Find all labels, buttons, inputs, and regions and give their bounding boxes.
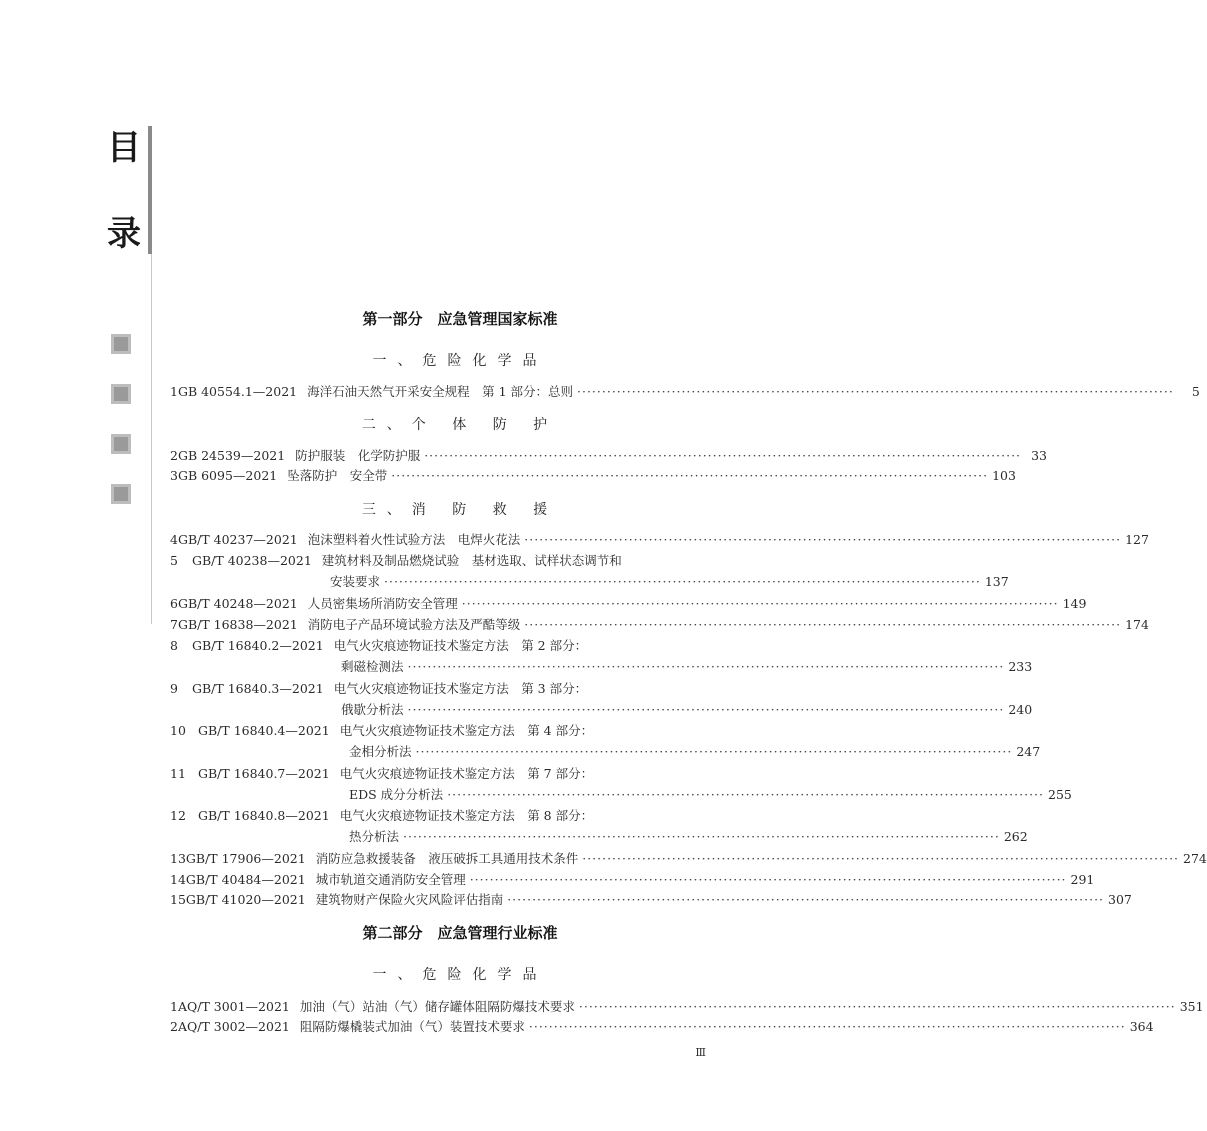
entry-title: 防护服装 化学防护服 [295,448,421,463]
toc-entry[interactable] [170,1017,1154,1037]
entry-page: 247 [1016,744,1041,759]
leader-dots: ························································································································ [403,829,1000,844]
toc-entry[interactable] [170,382,1200,402]
section-heading: 三、消 防 救 援 [361,502,559,518]
toc-entry[interactable] [170,530,1149,550]
standard-code: GB/T 16840.7—2021 [198,766,330,781]
decorative-square [111,484,131,504]
entry-title-continuation: 热分析法 [349,829,400,844]
entry-title: 电气火灾痕迹物证技术鉴定方法 第 2 部分： [333,638,588,653]
standard-code: GB 6095—2021 [177,468,278,483]
toc-entry-continuation[interactable] [349,742,1041,762]
entry-title: 建筑材料及制品燃烧试验 基材选取、试样状态调节和 [321,553,622,568]
standard-code: GB/T 40237—2021 [177,532,298,547]
entry-page: 174 [1125,617,1149,632]
toc-entry-continuation[interactable] [341,657,1033,677]
entry-title: 建筑物财产保险火灾风险评估指南 [315,892,504,907]
leader-dots: ························································································································ [528,1019,1126,1034]
entry-number: 1 [170,999,178,1014]
toc-entry[interactable] [170,997,1204,1017]
entry-number: 13 [170,851,186,866]
entry-title: 坠落防护 安全带 [287,468,388,483]
entry-title: 消防应急救援装备 液压破拆工具通用技术条件 [315,851,579,866]
entry-title: 消防电子产品环境试验方法及严酷等级 [307,617,521,632]
entry-title-continuation: 剩磁检测法 [341,659,404,674]
section-heading: 一、危险化学品 [372,353,548,369]
entry-title-continuation: 金相分析法 [349,744,412,759]
toc-entry-continuation[interactable] [330,572,1009,592]
entry-number: 11 [170,766,186,781]
leader-dots: ························································································································ [447,787,1044,802]
entry-page: 137 [984,574,1009,589]
entry-number: 9 [170,681,178,696]
entry-number: 6 [170,596,178,611]
toc-entry[interactable] [170,636,715,656]
toc-entry[interactable] [170,679,715,699]
entry-page: 351 [1179,999,1204,1014]
entry-number: 15 [170,892,186,907]
leader-dots: ························································································································ [415,744,1013,759]
entry-title: 阻隔防爆橇装式加油（气）装置技术要求 [299,1019,525,1034]
entry-title: 海洋石油天然气开采安全规程 第 1 部分：总则 [307,384,574,399]
leader-dots: ························································································································ [582,851,1180,866]
leader-dots: ························································································································ [391,468,989,483]
standard-code: GB/T 40484—2021 [185,872,306,887]
entry-page: 364 [1129,1019,1154,1034]
entry-number: 8 [170,638,178,653]
entry-page: 262 [1003,829,1028,844]
section-heading: 二、个 体 防 护 [361,417,559,433]
entry-title: 电气火灾痕迹物证技术鉴定方法 第 8 部分： [339,808,594,823]
entry-page: 291 [1070,872,1095,887]
standard-code: GB/T 40238—2021 [192,553,312,568]
standard-code: GB/T 16840.2—2021 [192,638,324,653]
toc-entry[interactable] [170,594,1087,614]
toc-entry[interactable] [170,890,1132,910]
entry-title: 电气火灾痕迹物证技术鉴定方法 第 7 部分： [339,766,594,781]
leader-dots: ························································································································ [524,532,1122,547]
part-heading-1: 第一部分 应急管理国家标准 [362,310,558,328]
leader-dots: ························································································································ [578,999,1176,1014]
entry-page: 307 [1108,892,1132,907]
toc-entry[interactable] [170,721,715,741]
standard-code: GB/T 41020—2021 [185,892,306,907]
entry-title: 泡沫塑料着火性试验方法 电焊火花法 [307,532,521,547]
standard-code: GB 40554.1—2021 [177,384,298,399]
entry-page: 149 [1062,596,1087,611]
toc-entry[interactable] [170,806,715,826]
entry-title: 城市轨道交通消防安全管理 [315,872,466,887]
entry-title: 电气火灾痕迹物证技术鉴定方法 第 4 部分： [339,723,594,738]
leader-dots: ························································································································ [469,872,1067,887]
toc-entry-continuation[interactable] [349,785,1072,805]
section-heading: 一、危险化学品 [372,967,548,983]
entry-title: 加油（气）站油（气）储存罐体阻隔防爆技术要求 [299,999,575,1014]
page-number: Ⅲ [695,1046,706,1059]
leader-dots: ························································································································ [524,617,1122,632]
standard-code: GB 24539—2021 [177,448,286,463]
toc-entry[interactable] [170,615,1149,635]
decorative-square [111,434,131,454]
toc-entry-continuation[interactable] [341,700,1033,720]
toc-entry[interactable] [170,764,715,784]
standard-code: GB/T 16838—2021 [177,617,298,632]
entry-number: 2 [170,448,178,463]
toc-entry[interactable] [170,551,715,571]
entry-title-continuation: 安装要求 [330,574,381,589]
toc-entry-continuation[interactable] [349,827,1028,847]
standard-code: GB/T 16840.3—2021 [192,681,324,696]
standard-code: GB/T 16840.4—2021 [198,723,330,738]
entry-number: 5 [170,553,178,568]
entry-title: 电气火灾痕迹物证技术鉴定方法 第 3 部分： [333,681,588,696]
decorative-square [111,334,131,354]
entry-page: 240 [1008,702,1033,717]
leader-dots: ························································································································ [461,596,1059,611]
entry-number: 4 [170,532,178,547]
entry-title-continuation: 俄歇分析法 [341,702,404,717]
standard-code: GB/T 40248—2021 [177,596,298,611]
entry-title-continuation: EDS 成分分析法 [349,787,444,802]
entry-page: 5 [1191,384,1200,399]
leader-dots: ························································································································ [384,574,981,589]
entry-number: 2 [170,1019,178,1034]
entry-page: 274 [1183,851,1207,866]
leader-dots: ························································································································ [507,892,1105,907]
entry-number: 10 [170,723,186,738]
entry-number: 12 [170,808,186,823]
margin-rule [151,254,152,624]
entry-title: 人员密集场所消防安全管理 [307,596,458,611]
entry-number: 7 [170,617,178,632]
entry-page: 233 [1008,659,1033,674]
toc-entry[interactable] [170,446,1048,466]
entry-page: 33 [1031,448,1048,463]
toc-entry[interactable] [170,849,1207,869]
part-heading-2: 第二部分 应急管理行业标准 [362,924,558,942]
entry-number: 14 [170,872,186,887]
entry-number: 3 [170,468,178,483]
toc-title-char-1: 目 [107,128,141,168]
leader-dots: ························································································································ [577,384,1174,399]
entry-number: 1 [170,384,178,399]
title-accent-bar [148,126,152,254]
standard-code: AQ/T 3002—2021 [177,1019,290,1034]
standard-code: GB/T 16840.8—2021 [198,808,330,823]
toc-title-char-2: 录 [107,214,141,254]
toc-entry[interactable] [170,466,1016,486]
leader-dots: ························································································································ [407,659,1005,674]
entry-page: 127 [1125,532,1149,547]
entry-page: 103 [992,468,1016,483]
entry-page: 255 [1048,787,1072,802]
decorative-square [111,384,131,404]
standard-code: GB/T 17906—2021 [185,851,306,866]
leader-dots: ························································································································ [424,448,1022,463]
standard-code: AQ/T 3001—2021 [177,999,290,1014]
leader-dots: ························································································································ [407,702,1005,717]
toc-entry[interactable] [170,870,1095,890]
